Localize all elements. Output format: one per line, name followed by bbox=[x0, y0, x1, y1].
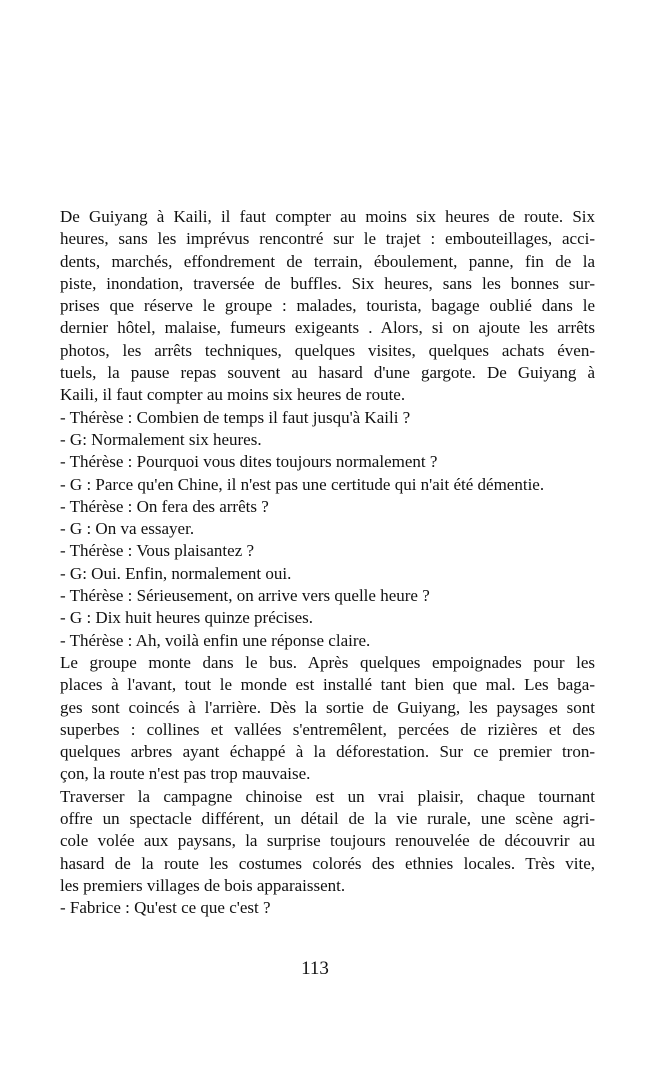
text-line: dernier hôtel, malaise, fumeurs exigeants . Alors, si on ajoute les arrêts bbox=[60, 318, 595, 338]
text-line: places à l'avant, tout le monde est installé tant bien que mal. Les baga- bbox=[60, 675, 595, 695]
text-line: - Thérèse : Pourquoi vous dites toujours normalement ? bbox=[60, 452, 438, 472]
text-line: De Guiyang à Kaili, il faut compter au moins six heures de route. Six bbox=[60, 207, 595, 226]
text-line: - G: Normalement six heures. bbox=[60, 429, 262, 449]
text-line: hasard de la route les costumes colorés des ethnies locales. Très vite, bbox=[60, 853, 595, 873]
text-line: tuels, la pause repas souvent au hasard d'une gargote. De Guiyang à bbox=[60, 363, 595, 383]
text-line: Traverser la campagne chinoise est un vrai plaisir, chaque tournant bbox=[60, 786, 595, 806]
text-line: ges sont coincés à l'arrière. Dès la sortie de Guiyang, les paysages sont bbox=[60, 697, 595, 717]
text-line: - Thérèse : Vous plaisantez ? bbox=[60, 541, 255, 561]
text-line: - G : Parce qu'en Chine, il n'est pas une certitude qui n'ait été démentie. bbox=[60, 474, 545, 494]
text-line: prises que réserve le groupe : malades, tourista, bagage oublié dans le bbox=[60, 296, 595, 316]
text-line: Le groupe monte dans le bus. Après quelques empoignades pour les bbox=[60, 652, 595, 672]
text-line: quelques arbres ayant échappé à la déforestation. Sur ce premier tron- bbox=[60, 742, 595, 762]
text-line: - Fabrice : Qu'est ce que c'est ? bbox=[60, 898, 271, 918]
text-line: heures, sans les imprévus rencontré sur le trajet : embouteillages, acci- bbox=[60, 229, 595, 249]
text-line: photos, les arrêts techniques, quelques visites, quelques achats éven- bbox=[60, 340, 595, 360]
text-line: çon, la route n'est pas trop mauvaise. bbox=[60, 764, 311, 784]
text-line: - G : On va essayer. bbox=[60, 519, 195, 539]
text-line: piste, inondation, traversée de buffles. Six heures, sans les bonnes sur- bbox=[60, 273, 595, 293]
text-line: cole volée aux paysans, la surprise toujours renouvelée de découvrir au bbox=[60, 831, 595, 851]
text-line: dents, marchés, effondrement de terrain, éboulement, panne, fin de la bbox=[60, 251, 595, 271]
page-number: 113 bbox=[301, 958, 329, 979]
text-line: offre un spectacle différent, un détail de la vie rurale, une scène agri- bbox=[60, 809, 595, 829]
text-line: - G : Dix huit heures quinze précises. bbox=[60, 608, 314, 628]
text-line: superbes : collines et vallées s'entremêlent, percées de rizières et des bbox=[60, 719, 595, 739]
text-line: les premiers villages de bois apparaissent. bbox=[60, 875, 346, 895]
text-line: - G: Oui. Enfin, normalement oui. bbox=[60, 563, 292, 583]
text-line: - Thérèse : On fera des arrêts ? bbox=[60, 496, 269, 516]
text-line: - Thérèse : Sérieusement, on arrive vers quelle heure ? bbox=[60, 586, 430, 606]
text-line: Kaili, il faut compter au moins six heures de route. bbox=[60, 385, 406, 405]
text-line: - Thérèse : Ah, voilà enfin une réponse claire. bbox=[60, 630, 371, 650]
body-text bbox=[60, 206, 595, 920]
text-line: - Thérèse : Combien de temps il faut jusqu'à Kaili ? bbox=[60, 407, 411, 427]
